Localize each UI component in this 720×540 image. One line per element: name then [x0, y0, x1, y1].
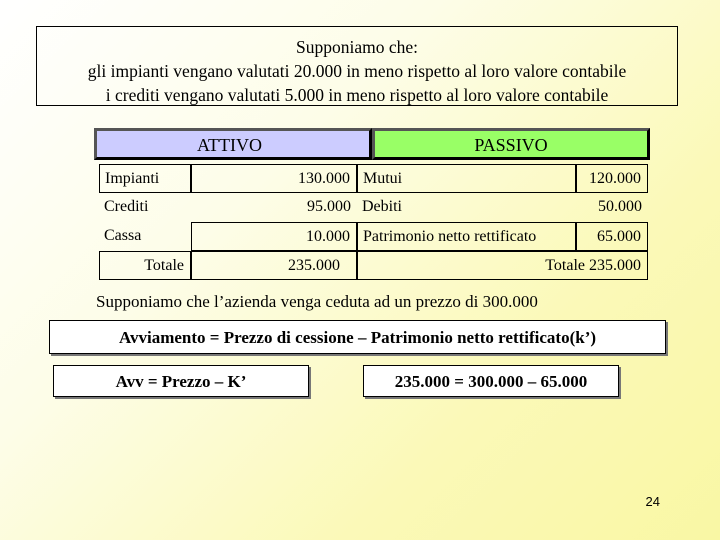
passivo-label-mutui: Mutui [357, 164, 576, 193]
intro-line-1: Supponiamo che: [296, 37, 418, 57]
passivo-value-debiti: 50.000 [598, 198, 642, 215]
goodwill-short-formula: Avv = Prezzo – K’ [53, 365, 309, 397]
attivo-label-impianti: Impianti [99, 164, 191, 193]
attivo-label-crediti: Crediti [104, 198, 149, 215]
attivo-totale-label: Totale [99, 251, 191, 280]
sale-price-text: Supponiamo che l’azienda venga ceduta ad un prezzo di 300.000 [96, 292, 538, 311]
passivo-value-mutui: 120.000 [576, 164, 648, 193]
goodwill-calculation: 235.000 = 300.000 – 65.000 [363, 365, 619, 397]
intro-line-2: gli impianti vengano valutati 20.000 in meno rispetto al loro valore contabile [87, 61, 627, 81]
goodwill-formula: Avviamento = Prezzo di cessione – Patrimonio netto rettificato(k’) [49, 320, 666, 354]
page-number: 24 [645, 494, 660, 509]
attivo-totale-value: 235.000 [191, 251, 357, 280]
intro-line-3: i crediti vengano valutati 5.000 in meno rispetto al loro valore contabile [105, 85, 609, 105]
attivo-header: ATTIVO [94, 128, 372, 160]
attivo-value-cassa: 10.000 [191, 222, 357, 251]
attivo-label-cassa: Cassa [104, 227, 142, 244]
passivo-header: PASSIVO [372, 128, 650, 160]
passivo-label-debiti: Debiti [362, 198, 402, 215]
passivo-value-patrimonio: 65.000 [576, 222, 648, 251]
passivo-label-patrimonio: Patrimonio netto rettificato [357, 222, 576, 251]
attivo-value-impianti: 130.000 [191, 164, 357, 193]
intro-box [36, 26, 678, 106]
passivo-totale: Totale 235.000 [357, 251, 648, 280]
attivo-value-crediti: 95.000 [307, 198, 351, 215]
